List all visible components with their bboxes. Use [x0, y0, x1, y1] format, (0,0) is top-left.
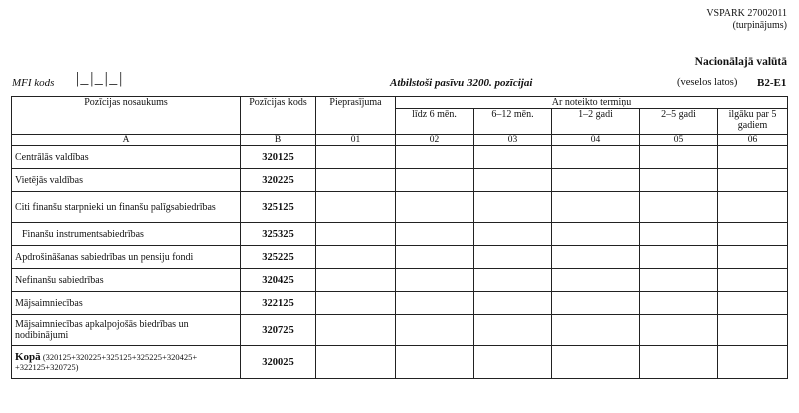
value-cell[interactable]: [316, 246, 396, 269]
total-formula: (320125+320225+325125+325225+320425+ +322125+320725): [15, 352, 198, 372]
table-row: [12, 315, 788, 346]
value-cell[interactable]: [718, 246, 788, 269]
value-cell[interactable]: [640, 169, 718, 192]
value-cell[interactable]: [552, 246, 640, 269]
table-row: [12, 269, 788, 292]
value-cell[interactable]: [396, 223, 474, 246]
value-cell[interactable]: [640, 246, 718, 269]
mfi-code-field[interactable]: |_|_|_|: [75, 70, 124, 87]
col-header-term-2: 6–12 mēn.: [474, 109, 552, 135]
mfi-code-label: MFI kods: [12, 77, 55, 89]
value-cell[interactable]: [316, 192, 396, 223]
continued-note: (turpinājums): [732, 20, 787, 31]
value-cell[interactable]: [552, 192, 640, 223]
column-letter: B: [241, 135, 316, 146]
table-subtitle: Atbilstoši pasīvu 3200. pozīcijai: [390, 77, 533, 89]
value-cell[interactable]: [718, 269, 788, 292]
table-code: B2-E1: [757, 77, 787, 89]
table-row: [12, 192, 788, 223]
row-name: Centrālās valdības: [12, 146, 241, 169]
value-cell[interactable]: [474, 192, 552, 223]
report-table: [11, 96, 788, 379]
value-cell[interactable]: [718, 346, 788, 379]
table-row: [12, 169, 788, 192]
form-number: VSPARK 27002011: [706, 8, 787, 19]
value-cell[interactable]: [474, 346, 552, 379]
row-code: 320125: [241, 146, 316, 169]
value-cell[interactable]: [316, 315, 396, 346]
row-name: Nefinanšu sabiedrības: [12, 269, 241, 292]
col-header-name: Pozīcijas nosaukums: [12, 97, 241, 135]
value-cell[interactable]: [316, 169, 396, 192]
value-cell[interactable]: [474, 292, 552, 315]
row-code: 320225: [241, 169, 316, 192]
value-cell[interactable]: [718, 169, 788, 192]
row-code: 325225: [241, 246, 316, 269]
value-cell[interactable]: [718, 223, 788, 246]
table-row: [12, 246, 788, 269]
row-code: 322125: [241, 292, 316, 315]
col-header-term-3: 1–2 gadi: [552, 109, 640, 135]
row-name: Finanšu instrumentsabiedrības: [12, 223, 241, 246]
value-cell[interactable]: [640, 292, 718, 315]
value-cell[interactable]: [552, 269, 640, 292]
column-letter: A: [12, 135, 241, 146]
value-cell[interactable]: [396, 246, 474, 269]
column-letter: 04: [552, 135, 640, 146]
row-name: Mājsaimniecības apkalpojošās biedrības un nodibinājumi: [12, 315, 241, 346]
col-header-term-4: 2–5 gadi: [640, 109, 718, 135]
col-header-code: Pozīcijas kods: [241, 97, 316, 135]
table-row: [12, 146, 788, 169]
col-header-term-5: ilgāku par 5 gadiem: [718, 109, 788, 135]
value-cell[interactable]: [474, 146, 552, 169]
row-code: 325325: [241, 223, 316, 246]
row-code: 320425: [241, 269, 316, 292]
value-cell[interactable]: [474, 246, 552, 269]
value-cell[interactable]: [718, 146, 788, 169]
value-cell[interactable]: [552, 346, 640, 379]
row-name: Citi finanšu starpnieki un finanšu palīgsabiedrības: [12, 192, 241, 223]
value-cell[interactable]: [718, 315, 788, 346]
currency-heading: Nacionālajā valūtā: [694, 56, 787, 68]
total-row: [12, 346, 788, 379]
value-cell[interactable]: [474, 315, 552, 346]
total-word: Kopā: [15, 351, 41, 363]
column-letter: 02: [396, 135, 474, 146]
total-label: [12, 346, 241, 379]
table-row: [12, 223, 788, 246]
value-cell[interactable]: [552, 223, 640, 246]
value-cell[interactable]: [640, 315, 718, 346]
value-cell[interactable]: [552, 169, 640, 192]
row-code: 320725: [241, 315, 316, 346]
column-letter: 05: [640, 135, 718, 146]
units-note: (veselos latos): [677, 77, 738, 88]
value-cell[interactable]: [640, 146, 718, 169]
col-header-demand: Pieprasījuma: [316, 97, 396, 135]
value-cell[interactable]: [474, 223, 552, 246]
row-code: 325125: [241, 192, 316, 223]
column-letter-row: [12, 135, 788, 146]
value-cell[interactable]: [396, 146, 474, 169]
value-cell[interactable]: [396, 315, 474, 346]
value-cell[interactable]: [316, 292, 396, 315]
value-cell[interactable]: [316, 346, 396, 379]
col-header-term-group: Ar noteikto termiņu: [396, 97, 788, 109]
row-name: Mājsaimniecības: [12, 292, 241, 315]
total-code: 320025: [241, 346, 316, 379]
value-cell[interactable]: [640, 346, 718, 379]
value-cell[interactable]: [396, 292, 474, 315]
row-name: Vietējās valdības: [12, 169, 241, 192]
value-cell[interactable]: [396, 346, 474, 379]
value-cell[interactable]: [640, 192, 718, 223]
value-cell[interactable]: [396, 169, 474, 192]
column-letter: 03: [474, 135, 552, 146]
row-name: Apdrošināšanas sabiedrības un pensiju fondi: [12, 246, 241, 269]
column-letter: 01: [316, 135, 396, 146]
table-row: [12, 292, 788, 315]
value-cell[interactable]: [552, 146, 640, 169]
value-cell[interactable]: [474, 169, 552, 192]
value-cell[interactable]: [640, 269, 718, 292]
value-cell[interactable]: [316, 269, 396, 292]
value-cell[interactable]: [552, 315, 640, 346]
value-cell[interactable]: [718, 192, 788, 223]
value-cell[interactable]: [316, 223, 396, 246]
value-cell[interactable]: [640, 223, 718, 246]
value-cell[interactable]: [396, 192, 474, 223]
column-letter: 06: [718, 135, 788, 146]
col-header-term-1: līdz 6 mēn.: [396, 109, 474, 135]
value-cell[interactable]: [396, 269, 474, 292]
value-cell[interactable]: [474, 269, 552, 292]
value-cell[interactable]: [552, 292, 640, 315]
value-cell[interactable]: [718, 292, 788, 315]
value-cell[interactable]: [316, 146, 396, 169]
form-code: [706, 8, 787, 32]
